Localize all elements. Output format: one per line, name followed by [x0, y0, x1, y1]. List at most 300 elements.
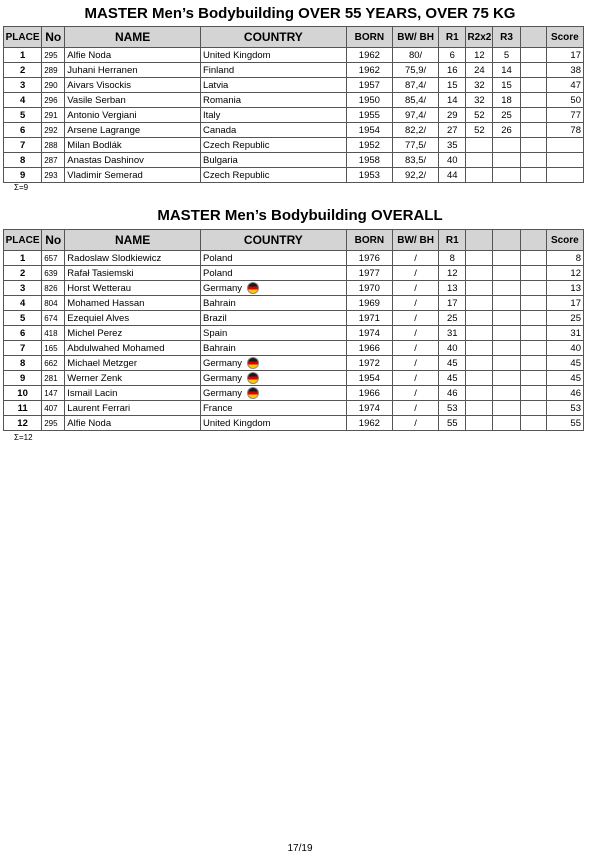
country-cell	[200, 341, 346, 356]
country-cell	[200, 48, 346, 63]
table-row	[4, 153, 584, 168]
extra-cell	[520, 48, 546, 63]
score-cell: 13	[546, 281, 583, 296]
section-1-count: Σ=9	[14, 183, 29, 192]
score-cell: 53	[546, 401, 583, 416]
header-blank-3	[520, 230, 546, 251]
country-cell	[200, 138, 346, 153]
country-cell	[200, 78, 346, 93]
country-label: Spain	[202, 327, 228, 339]
round3-cell	[493, 401, 520, 416]
round3-cell: 5	[493, 48, 520, 63]
country-label: Bahrain	[202, 342, 236, 354]
country-cell	[200, 326, 346, 341]
round1-cell: 14	[439, 93, 466, 108]
place-cell: 6	[4, 326, 42, 341]
country-cell	[200, 168, 346, 183]
country-label: Italy	[202, 109, 221, 121]
place-cell: 8	[4, 153, 42, 168]
country-cell	[200, 296, 346, 311]
round2-cell	[466, 371, 493, 386]
country-label: Brazil	[202, 312, 227, 324]
extra-cell	[520, 386, 546, 401]
born-cell: 1954	[346, 371, 392, 386]
country-cell	[200, 281, 346, 296]
number-cell: 289	[42, 63, 65, 78]
round1-cell: 53	[439, 401, 466, 416]
score-cell: 78	[546, 123, 583, 138]
extra-cell	[520, 63, 546, 78]
round1-cell: 15	[439, 78, 466, 93]
round1-cell: 29	[439, 108, 466, 123]
table-row	[4, 311, 584, 326]
round3-cell: 15	[493, 78, 520, 93]
round2-cell: 12	[466, 48, 493, 63]
country-cell	[200, 416, 346, 431]
country-cell	[200, 401, 346, 416]
name-cell: Anastas Dashinov	[65, 153, 201, 168]
bodyweight-cell: 87,4/	[392, 78, 438, 93]
header-born: BORN	[346, 230, 392, 251]
score-cell: 55	[546, 416, 583, 431]
place-cell: 9	[4, 371, 42, 386]
bodyweight-cell: 92,2/	[392, 168, 438, 183]
country-cell	[200, 251, 346, 266]
extra-cell	[520, 108, 546, 123]
table-row	[4, 123, 584, 138]
bodyweight-cell: /	[392, 356, 438, 371]
born-cell: 1977	[346, 266, 392, 281]
country-cell	[200, 356, 346, 371]
extra-cell	[520, 416, 546, 431]
round1-cell: 40	[439, 153, 466, 168]
header-blank-1	[466, 230, 493, 251]
name-cell: Aivars Visockis	[65, 78, 201, 93]
score-cell: 50	[546, 93, 583, 108]
table-row	[4, 401, 584, 416]
germany-flag-icon	[247, 372, 259, 384]
number-cell: 295	[42, 48, 65, 63]
table-row	[4, 416, 584, 431]
header-r1: R1	[439, 230, 466, 251]
name-cell: Alfie Noda	[65, 48, 201, 63]
country-label: Bulgaria	[202, 154, 238, 166]
table-row	[4, 63, 584, 78]
header-score: Score	[546, 27, 583, 48]
extra-cell	[520, 311, 546, 326]
extra-cell	[520, 356, 546, 371]
header-name: NAME	[65, 230, 201, 251]
name-cell: Michel Perez	[65, 326, 201, 341]
bodyweight-cell: 85,4/	[392, 93, 438, 108]
bodyweight-cell: /	[392, 416, 438, 431]
name-cell: Vasile Serban	[65, 93, 201, 108]
country-label: United Kingdom	[202, 417, 271, 429]
round1-cell: 45	[439, 356, 466, 371]
place-cell: 7	[4, 138, 42, 153]
round3-cell	[493, 371, 520, 386]
name-cell: Abdulwahed Mohamed	[65, 341, 201, 356]
name-cell: Alfie Noda	[65, 416, 201, 431]
born-cell: 1953	[346, 168, 392, 183]
place-cell: 5	[4, 108, 42, 123]
round3-cell	[493, 251, 520, 266]
number-cell: 296	[42, 93, 65, 108]
round2-cell: 52	[466, 108, 493, 123]
round2-cell	[466, 416, 493, 431]
country-label: Finland	[202, 64, 235, 76]
header-place: PLACE	[4, 230, 42, 251]
extra-cell	[520, 401, 546, 416]
header-r2x2: R2x2	[466, 27, 493, 48]
born-cell: 1957	[346, 78, 392, 93]
country-cell	[200, 266, 346, 281]
table-row	[4, 356, 584, 371]
number-cell: 291	[42, 108, 65, 123]
round3-cell	[493, 356, 520, 371]
round1-cell: 31	[439, 326, 466, 341]
round2-cell: 52	[466, 123, 493, 138]
round1-cell: 40	[439, 341, 466, 356]
table-row	[4, 266, 584, 281]
table-row	[4, 48, 584, 63]
born-cell: 1972	[346, 356, 392, 371]
score-cell: 25	[546, 311, 583, 326]
extra-cell	[520, 251, 546, 266]
score-cell	[546, 138, 583, 153]
header-place: PLACE	[4, 27, 42, 48]
place-cell: 9	[4, 168, 42, 183]
header-blank	[520, 27, 546, 48]
bodyweight-cell: 80/	[392, 48, 438, 63]
place-cell: 4	[4, 296, 42, 311]
extra-cell	[520, 78, 546, 93]
bodyweight-cell: 83,5/	[392, 153, 438, 168]
born-cell: 1962	[346, 63, 392, 78]
round3-cell	[493, 153, 520, 168]
score-cell: 46	[546, 386, 583, 401]
round2-cell	[466, 311, 493, 326]
round1-cell: 35	[439, 138, 466, 153]
header-r3: R3	[493, 27, 520, 48]
born-cell: 1969	[346, 296, 392, 311]
table-row	[4, 386, 584, 401]
extra-cell	[520, 123, 546, 138]
country-cell	[200, 371, 346, 386]
country-cell	[200, 93, 346, 108]
round2-cell	[466, 153, 493, 168]
bodyweight-cell: /	[392, 281, 438, 296]
country-cell	[200, 123, 346, 138]
country-cell	[200, 63, 346, 78]
table-row	[4, 281, 584, 296]
score-cell: 38	[546, 63, 583, 78]
name-cell: Michael Metzger	[65, 356, 201, 371]
bodyweight-cell: /	[392, 266, 438, 281]
header-bw-bh: BW/ BH	[392, 27, 438, 48]
bodyweight-cell: /	[392, 386, 438, 401]
score-cell: 47	[546, 78, 583, 93]
number-cell: 804	[42, 296, 65, 311]
table-row	[4, 138, 584, 153]
round3-cell	[493, 266, 520, 281]
number-cell: 639	[42, 266, 65, 281]
place-cell: 3	[4, 281, 42, 296]
country-label: Germany	[202, 372, 243, 384]
round1-cell: 25	[439, 311, 466, 326]
name-cell: Juhani Herranen	[65, 63, 201, 78]
table-row	[4, 108, 584, 123]
place-cell: 8	[4, 356, 42, 371]
extra-cell	[520, 138, 546, 153]
round3-cell	[493, 341, 520, 356]
number-cell: 674	[42, 311, 65, 326]
number-cell: 662	[42, 356, 65, 371]
round3-cell	[493, 138, 520, 153]
name-cell: Antonio Vergiani	[65, 108, 201, 123]
country-label: Latvia	[202, 79, 229, 91]
country-label: Romania	[202, 94, 242, 106]
number-cell: 292	[42, 123, 65, 138]
name-cell: Vladimir Semerad	[65, 168, 201, 183]
round3-cell: 14	[493, 63, 520, 78]
born-cell: 1954	[346, 123, 392, 138]
born-cell: 1950	[346, 93, 392, 108]
round3-cell: 26	[493, 123, 520, 138]
country-label: Germany	[202, 357, 243, 369]
round3-cell: 18	[493, 93, 520, 108]
extra-cell	[520, 93, 546, 108]
round2-cell: 24	[466, 63, 493, 78]
number-cell: 407	[42, 401, 65, 416]
country-cell	[200, 311, 346, 326]
bodyweight-cell: /	[392, 341, 438, 356]
round2-cell	[466, 326, 493, 341]
round1-cell: 8	[439, 251, 466, 266]
born-cell: 1971	[346, 311, 392, 326]
name-cell: Laurent Ferrari	[65, 401, 201, 416]
born-cell: 1966	[346, 341, 392, 356]
name-cell: Ezequiel Alves	[65, 311, 201, 326]
round1-cell: 12	[439, 266, 466, 281]
born-cell: 1970	[346, 281, 392, 296]
name-cell: Horst Wetterau	[65, 281, 201, 296]
country-label: Czech Republic	[202, 169, 270, 181]
place-cell: 3	[4, 78, 42, 93]
table-row	[4, 296, 584, 311]
number-cell: 290	[42, 78, 65, 93]
score-cell: 45	[546, 371, 583, 386]
born-cell: 1962	[346, 48, 392, 63]
born-cell: 1952	[346, 138, 392, 153]
name-cell: Mohamed Hassan	[65, 296, 201, 311]
number-cell: 287	[42, 153, 65, 168]
extra-cell	[520, 168, 546, 183]
header-r1: R1	[439, 27, 466, 48]
extra-cell	[520, 296, 546, 311]
country-label: Czech Republic	[202, 139, 270, 151]
country-cell	[200, 153, 346, 168]
place-cell: 1	[4, 251, 42, 266]
score-cell	[546, 168, 583, 183]
place-cell: 6	[4, 123, 42, 138]
header-bw-bh: BW/ BH	[392, 230, 438, 251]
round2-cell	[466, 266, 493, 281]
country-label: Bahrain	[202, 297, 236, 309]
round2-cell	[466, 401, 493, 416]
extra-cell	[520, 153, 546, 168]
born-cell: 1958	[346, 153, 392, 168]
name-cell: Ismail Lacin	[65, 386, 201, 401]
bodyweight-cell: /	[392, 326, 438, 341]
extra-cell	[520, 371, 546, 386]
table-row	[4, 93, 584, 108]
number-cell: 657	[42, 251, 65, 266]
score-cell: 45	[546, 356, 583, 371]
header-no: No	[42, 230, 65, 251]
born-cell: 1974	[346, 326, 392, 341]
table-header-row	[4, 27, 584, 48]
round2-cell	[466, 168, 493, 183]
number-cell: 147	[42, 386, 65, 401]
place-cell: 12	[4, 416, 42, 431]
section-2-count: Σ=12	[14, 433, 33, 442]
country-label: Germany	[202, 282, 243, 294]
germany-flag-icon	[247, 357, 259, 369]
place-cell: 2	[4, 266, 42, 281]
country-label: Germany	[202, 387, 243, 399]
place-cell: 2	[4, 63, 42, 78]
results-table-over-55	[3, 26, 584, 183]
number-cell: 165	[42, 341, 65, 356]
header-country: COUNTRY	[200, 27, 346, 48]
score-cell: 17	[546, 48, 583, 63]
name-cell: Arsene Lagrange	[65, 123, 201, 138]
table-row	[4, 371, 584, 386]
table-body	[4, 48, 584, 183]
score-cell: 40	[546, 341, 583, 356]
country-label: Canada	[202, 124, 237, 136]
score-cell: 17	[546, 296, 583, 311]
header-country: COUNTRY	[200, 230, 346, 251]
round1-cell: 13	[439, 281, 466, 296]
header-name: NAME	[65, 27, 201, 48]
score-cell	[546, 153, 583, 168]
round2-cell	[466, 386, 493, 401]
place-cell: 11	[4, 401, 42, 416]
round3-cell	[493, 168, 520, 183]
round2-cell	[466, 281, 493, 296]
name-cell: Radoslaw Slodkiewicz	[65, 251, 201, 266]
round3-cell	[493, 311, 520, 326]
number-cell: 826	[42, 281, 65, 296]
bodyweight-cell: /	[392, 296, 438, 311]
score-cell: 31	[546, 326, 583, 341]
born-cell: 1976	[346, 251, 392, 266]
country-label: France	[202, 402, 233, 414]
extra-cell	[520, 341, 546, 356]
round1-cell: 27	[439, 123, 466, 138]
number-cell: 295	[42, 416, 65, 431]
bodyweight-cell: 82,2/	[392, 123, 438, 138]
germany-flag-icon	[247, 387, 259, 399]
score-cell: 77	[546, 108, 583, 123]
number-cell: 281	[42, 371, 65, 386]
country-cell	[200, 386, 346, 401]
country-label: Poland	[202, 252, 233, 264]
bodyweight-cell: /	[392, 371, 438, 386]
born-cell: 1966	[346, 386, 392, 401]
place-cell: 5	[4, 311, 42, 326]
round2-cell: 32	[466, 93, 493, 108]
round3-cell	[493, 296, 520, 311]
round1-cell: 16	[439, 63, 466, 78]
section-1-title: MASTER Men’s Bodybuilding OVER 55 YEARS, OVER 75 KG	[84, 5, 516, 22]
germany-flag-icon	[247, 282, 259, 294]
table-row	[4, 78, 584, 93]
round3-cell	[493, 326, 520, 341]
country-label: Poland	[202, 267, 233, 279]
round3-cell	[493, 416, 520, 431]
bodyweight-cell: 97,4/	[392, 108, 438, 123]
round3-cell	[493, 386, 520, 401]
round1-cell: 55	[439, 416, 466, 431]
results-table-overall	[3, 229, 584, 431]
place-cell: 7	[4, 341, 42, 356]
table-body	[4, 251, 584, 431]
country-label: United Kingdom	[202, 49, 271, 61]
bodyweight-cell: /	[392, 401, 438, 416]
header-born: BORN	[346, 27, 392, 48]
round2-cell: 32	[466, 78, 493, 93]
round3-cell	[493, 281, 520, 296]
round2-cell	[466, 356, 493, 371]
round2-cell	[466, 296, 493, 311]
score-cell: 12	[546, 266, 583, 281]
round3-cell: 25	[493, 108, 520, 123]
bodyweight-cell: /	[392, 251, 438, 266]
table-row	[4, 341, 584, 356]
name-cell: Werner Zenk	[65, 371, 201, 386]
name-cell: Rafał Tasiemski	[65, 266, 201, 281]
born-cell: 1974	[346, 401, 392, 416]
round2-cell	[466, 251, 493, 266]
table-row	[4, 168, 584, 183]
extra-cell	[520, 266, 546, 281]
round1-cell: 17	[439, 296, 466, 311]
round1-cell: 45	[439, 371, 466, 386]
born-cell: 1955	[346, 108, 392, 123]
bodyweight-cell: 75,9/	[392, 63, 438, 78]
table-row	[4, 251, 584, 266]
place-cell: 1	[4, 48, 42, 63]
round1-cell: 6	[439, 48, 466, 63]
table-row	[4, 326, 584, 341]
table-header-row	[4, 230, 584, 251]
number-cell: 418	[42, 326, 65, 341]
number-cell: 288	[42, 138, 65, 153]
number-cell: 293	[42, 168, 65, 183]
name-cell: Milan Bodlák	[65, 138, 201, 153]
score-cell: 8	[546, 251, 583, 266]
round2-cell	[466, 138, 493, 153]
bodyweight-cell: /	[392, 311, 438, 326]
place-cell: 4	[4, 93, 42, 108]
section-2-title: MASTER Men’s Bodybuilding OVERALL	[157, 207, 443, 224]
header-blank-2	[493, 230, 520, 251]
page-number: 17/19	[287, 843, 313, 854]
round1-cell: 46	[439, 386, 466, 401]
